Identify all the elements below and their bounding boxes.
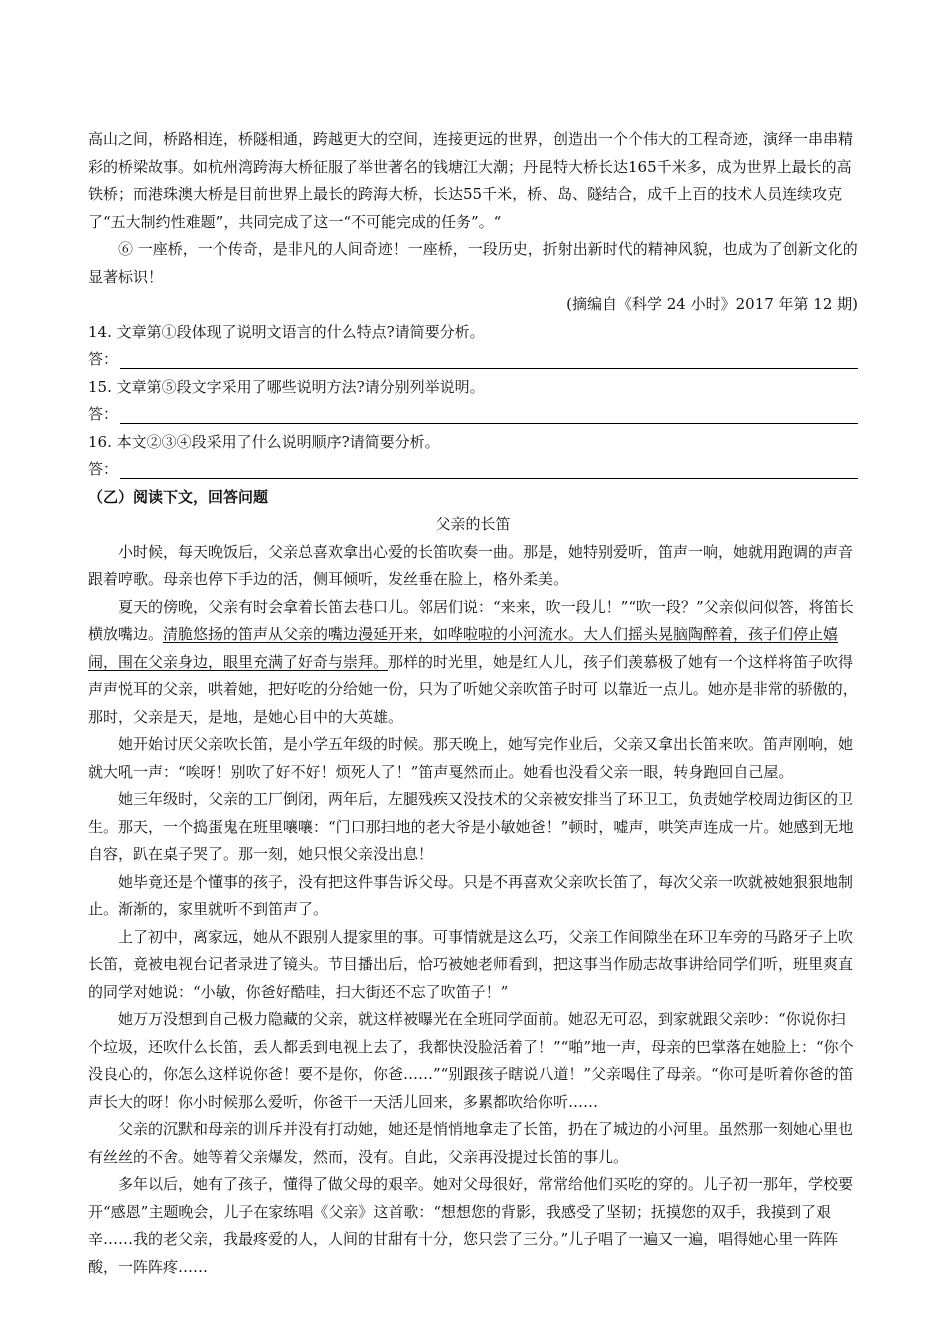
answer-rule[interactable] bbox=[120, 460, 858, 479]
answer-line-15[interactable] bbox=[88, 401, 858, 429]
story-paragraph-4: 她三年级时，父亲的工厂倒闭，两年后，左腿残疾又没技术的父亲被安排当了环卫工，负责她学校周边街区的卫生。那天，一个捣蛋鬼在班里嚷嚷：“门口那扫地的老大爷是小敏她爸！”顿时，嘘声，哄笑声连成一片。她感到无地自容，趴在桌子哭了。那一刻，她只恨父亲没出息！ bbox=[88, 790, 854, 863]
underlined-sentence: 清脆悠扬的笛声从父亲的嘴边漫延开来，如哗啦啦的小河流水。大人们摇头晃脑陶醉着，孩子们停止嬉闹，围在父亲身边，眼里充满了好奇与崇拜。 bbox=[88, 625, 839, 671]
story-paragraph-2-end: 那样的时光里，她是红人儿，孩子们羡慕极了她有一个这样将笛子吹得声声悦耳的父亲，哄着她，把好吃的分给她一份，只为了听她父亲吹笛子时可 以靠近一点儿。她亦是非常的骄傲的，那时，父亲是天，是地，是她心目中的大英雄。 bbox=[88, 652, 858, 726]
paragraph-6: ⑥ 一座桥，一个传奇，是非凡的人间奇迹！一座桥，一段历史，折射出新时代的精神风貌，也成为了创新文化的显著标识！ bbox=[88, 240, 858, 286]
answer-label: 答： bbox=[88, 405, 119, 423]
story-paragraph-8: 父亲的沉默和母亲的训斥并没有打动她，她还是悄悄地拿走了长笛，扔在了城边的小河里。虽然那一刻她心里也有丝丝的不舍。她等着父亲爆发，然而，没有。自此，父亲再没提过长笛的事儿。 bbox=[88, 1120, 854, 1166]
story-paragraph-2 bbox=[88, 594, 858, 732]
question-14: 14. 文章第①段体现了说明文语言的什么特点?请简要分析。 bbox=[88, 322, 485, 341]
answer-rule[interactable] bbox=[120, 405, 858, 424]
question-15: 15. 文章第⑤段文字采用了哪些说明方法?请分别列举说明。 bbox=[88, 377, 485, 396]
answer-label: 答： bbox=[88, 460, 119, 478]
story-paragraph-3: 她开始讨厌父亲吹长笛，是小学五年级的时候。那天晚上，她写完作业后，父亲又拿出长笛来吹。笛声刚响，她就大吼一声：“唉呀！别吹了好不好！烦死人了！”笛声戛然而止。她看也没看父亲一眼，转身跑回自己屋。 bbox=[88, 735, 854, 781]
answer-line-14[interactable] bbox=[88, 346, 858, 374]
story-paragraph-9: 多年以后，她有了孩子，懂得了做父母的艰辛。她对父母很好，常常给他们买吃的穿的。儿子初一那年，学校要开“感恩”主题晚会，儿子在家练唱《父亲》这首歌：“想想您的背影，我感受了坚韧；抚摸您的双手，我摸到了艰辛……我的老父亲，我最疼爱的人，人间的甘甜有十分，您只尝了三分。”儿子唱了一遍又一遍，唱得她心里一阵阵酸，一阵阵疼…… bbox=[88, 1175, 854, 1276]
story-paragraph-1: 小时候，每天晚饭后，父亲总喜欢拿出心爱的长笛吹奏一曲。那是，她特别爱听，笛声一响，她就用跑调的声音跟着哼歌。母亲也停下手边的活，侧耳倾听，发丝垂在脸上，格外柔美。 bbox=[88, 542, 854, 588]
question-16: 16. 本文②③④段采用了什么说明顺序?请简要分析。 bbox=[88, 432, 440, 451]
article-title: 父亲的长笛 bbox=[435, 515, 511, 533]
document-page bbox=[88, 126, 858, 1281]
story-paragraph-5: 她毕竟还是个懂事的孩子，没有把这件事告诉父母。只是不再喜欢父亲吹长笛了，每次父亲一吹就被她狠狠地制止。渐渐的，家里就听不到笛声了。 bbox=[88, 872, 854, 918]
paragraph-5-continued: 高山之间，桥路相连，桥隧相通，跨越更大的空间，连接更远的世界，创造出一个个伟大的工程奇迹，演绎一串串精彩的桥梁故事。如杭州湾跨海大桥征服了举世著名的钱塘江大潮；丹昆特大桥长达165千米多，成为世界上最长的高铁桥；而港珠澳大桥是目前世界上最长的跨海大桥，长达55千米，桥、岛、隧结合，成千上百的技术人员连续攻克了“五大制约性难题”，共同完成了这一“不可能完成的任务”。“ bbox=[88, 130, 854, 231]
source-citation: (摘编自《科学 24 小时》2017 年第 12 期) bbox=[566, 295, 858, 313]
section-title: （乙）阅读下文，回答问题 bbox=[88, 487, 269, 506]
answer-label: 答： bbox=[88, 350, 119, 368]
answer-line-16[interactable] bbox=[88, 456, 858, 484]
story-paragraph-6: 上了初中，离家远，她从不跟别人提家里的事。可事情就是这么巧，父亲工作间隙坐在环卫车旁的马路牙子上吹长笛，竟被电视台记者录进了镜头。节目播出后，恰巧被她老师看到，把这事当作励志故事讲给同学们听，班里爽直的同学对她说：“小敏，你爸好酷哇，扫大街还不忘了吹笛子！” bbox=[88, 927, 854, 1001]
story-paragraph-7: 她万万没想到自己极力隐藏的父亲，就这样被曝光在全班同学面前。她忍无可忍，到家就跟父亲吵：“你说你扫个垃圾，还吹什么长笛，丢人都丢到电视上去了，我都快没脸活着了！”“啪”地一声，母亲的巴掌落在她脸上：“你个没良心的，你怎么这样说你爸！要不是你，你爸……”“别跟孩子瞎说八道！”父亲喝住了母亲。“你可是听着你爸的笛声长大的呀！你小时候那么爱听，你爸干一天活儿回来，多累都吹给你听…… bbox=[88, 1010, 854, 1111]
story-paragraph-2-start: 夏天的傍晚，父亲有时会拿着长笛去巷口儿。邻居们说：“来来，吹一段儿！”“吹一段？”父亲似问似答，将笛长横放嘴边。 bbox=[88, 597, 854, 643]
answer-rule[interactable] bbox=[120, 350, 858, 369]
